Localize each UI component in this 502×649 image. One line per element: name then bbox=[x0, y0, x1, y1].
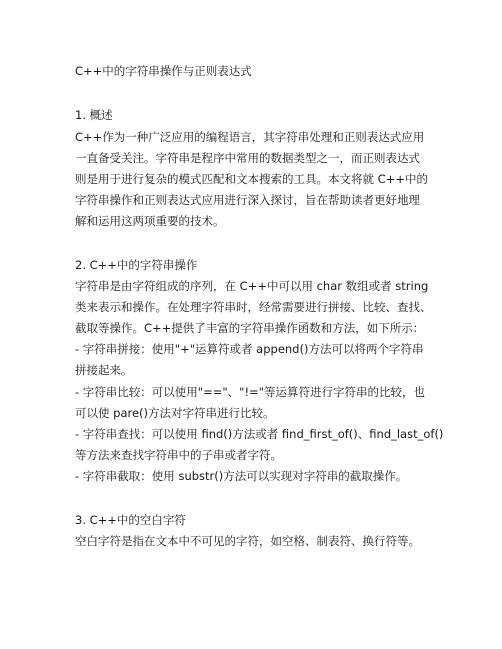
list-item-line: - 字符串比较：可以使用"=="、"!="等运算符进行字符串的比较，也 bbox=[75, 385, 425, 399]
paragraph-line: 截取等操作。C++提供了丰富的字符串操作函数和方法，如下所示： bbox=[75, 321, 425, 335]
paragraph-line: 字符串操作和正则表达式应用进行深入探讨，旨在帮助读者更好地理 bbox=[75, 193, 420, 207]
paragraph-line: 字符串是由字符组成的序列，在 C++中可以用 char 数组或者 string bbox=[75, 279, 429, 293]
list-item-line: 拼接起来。 bbox=[75, 363, 133, 377]
section-heading-string-ops: 2. C++中的字符串操作 bbox=[75, 258, 198, 272]
paragraph-line: 一直备受关注。字符串是程序中常用的数据类型之一，而正则表达式 bbox=[75, 151, 420, 165]
list-item-line: - 字符串拼接：使用"+"运算符或者 append()方法可以将两个字符串 bbox=[75, 342, 424, 356]
paragraph-line: 空白字符是指在文本中不可见的字符，如空格、制表符、换行符等。 bbox=[75, 534, 420, 548]
paragraph-line: 解和运用这两项重要的技术。 bbox=[75, 214, 225, 228]
list-item-line: - 字符串查找：可以使用 find()方法或者 find_first_of()、find_last_of() bbox=[75, 427, 444, 441]
list-item-line: 等方法来查找字符串中的子串或者字符。 bbox=[75, 448, 282, 462]
paragraph-line: C++作为一种广泛应用的编程语言，其字符串处理和正则表达式应用 bbox=[75, 130, 425, 144]
section-heading-overview: 1. 概述 bbox=[75, 108, 113, 122]
section-heading-whitespace: 3. C++中的空白字符 bbox=[75, 513, 186, 527]
paragraph-line: 则是用于进行复杂的模式匹配和文本搜索的工具。本文将就 C++中的 bbox=[75, 172, 428, 186]
paragraph-line: 类来表示和操作。在处理字符串时，经常需要进行拼接、比较、查找、 bbox=[75, 300, 432, 314]
list-item-line: - 字符串截取：使用 substr()方法可以实现对字符串的截取操作。 bbox=[75, 469, 408, 483]
document-title: C++中的字符串操作与正则表达式 bbox=[75, 64, 252, 78]
list-item-line: 可以使 pare()方法对字符串进行比较。 bbox=[75, 406, 275, 420]
